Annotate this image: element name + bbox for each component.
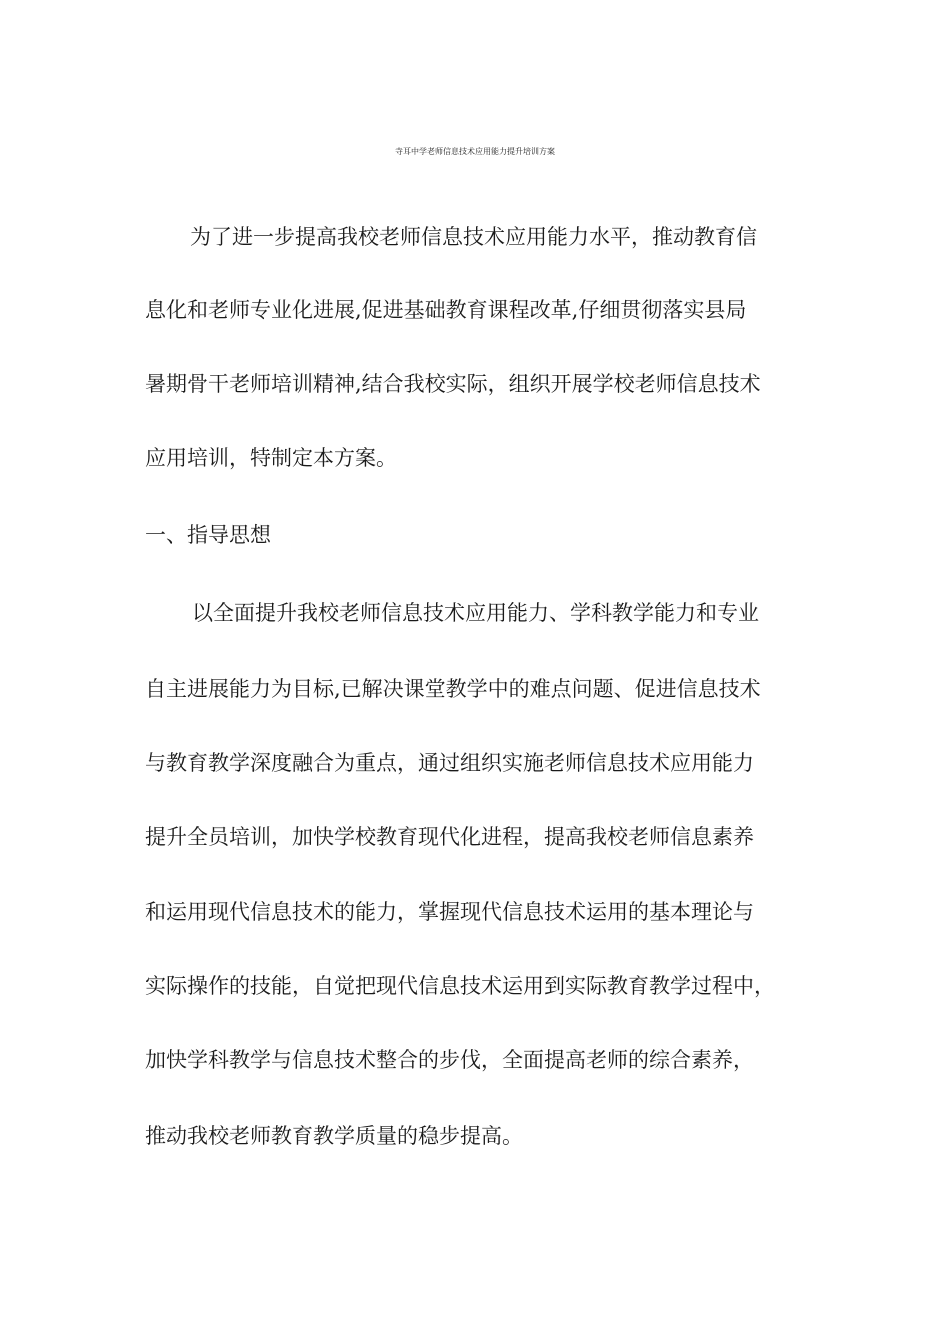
document-title: 寺耳中学老师信息技术应用能力提升培训方案 <box>395 147 555 156</box>
section-heading-guiding-ideology: 一、指导思想 <box>145 523 271 547</box>
section1-line-1: 以全面提升我校老师信息技术应用能力、学科教学能力和专业 <box>192 601 759 625</box>
intro-line-3: 暑期骨干老师培训精神,结合我校实际，组织开展学校老师信息技术 <box>145 372 761 396</box>
intro-line-2: 息化和老师专业化进展,促进基础教育课程改革,仔细贯彻落实县局 <box>145 298 747 322</box>
section1-line-4: 提升全员培训，加快学校教育现代化进程，提高我校老师信息素养 <box>145 825 754 849</box>
intro-line-1: 为了进一步提高我校老师信息技术应用能力水平，推动教育信 <box>190 225 757 249</box>
section1-line-8: 推动我校老师教育教学质量的稳步提高。 <box>145 1124 523 1148</box>
section1-line-6: 实际操作的技能，自觉把现代信息技术运用到实际教育教学过程中， <box>145 974 775 998</box>
section1-line-5: 和运用现代信息技术的能力，掌握现代信息技术运用的基本理论与 <box>145 900 754 924</box>
section1-line-7: 加快学科教学与信息技术整合的步伐，全面提高老师的综合素养， <box>145 1048 754 1072</box>
intro-line-4: 应用培训，特制定本方案。 <box>145 446 397 470</box>
section1-line-2: 自主进展能力为目标,已解决课堂教学中的难点问题、促进信息技术 <box>145 677 761 701</box>
section1-line-3: 与教育教学深度融合为重点，通过组织实施老师信息技术应用能力 <box>145 751 754 775</box>
